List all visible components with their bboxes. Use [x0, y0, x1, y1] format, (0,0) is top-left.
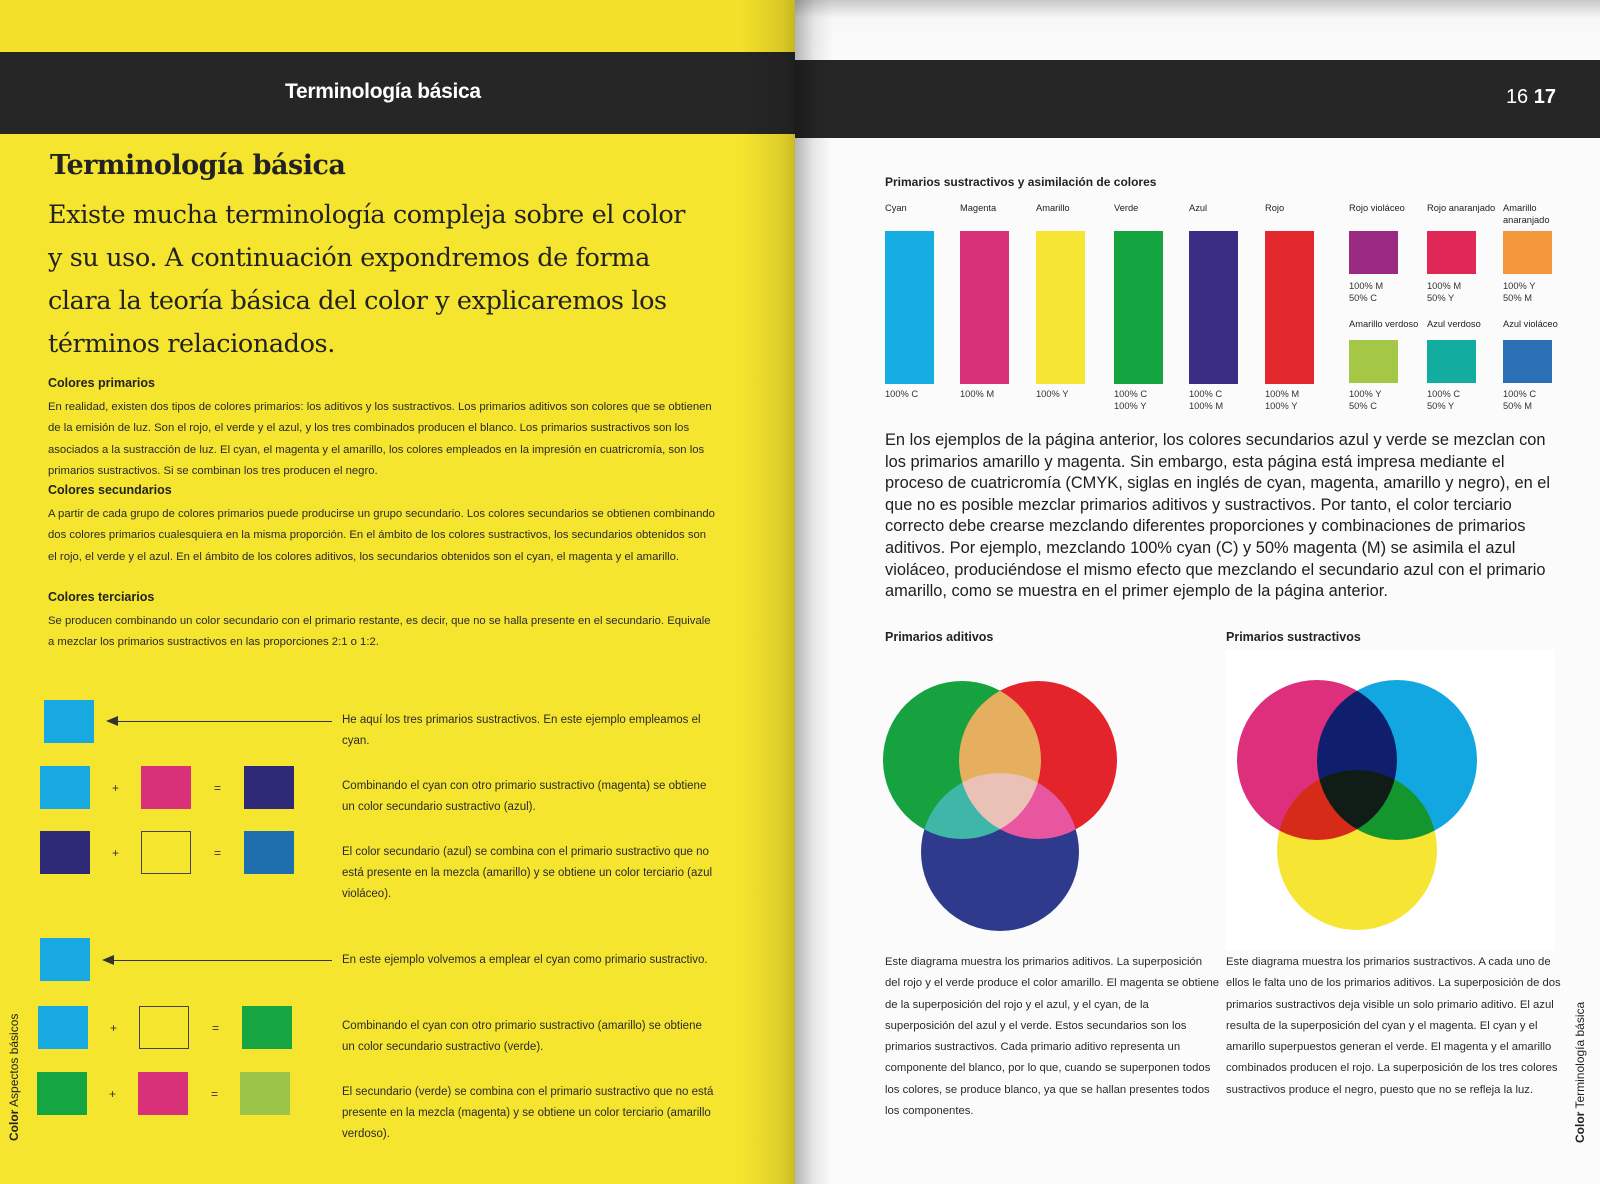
- swatch-value: 100% Y: [1349, 389, 1382, 399]
- section-title-primarios: Colores primarios: [48, 376, 155, 390]
- swatch-value: 100% M: [1265, 389, 1300, 399]
- swatch-label: Cyan: [885, 203, 907, 213]
- side-running-title: [1570, 1000, 1590, 1150]
- subtractive-diagram-title: Primarios sustractivos: [1226, 630, 1361, 644]
- yellow-circle: [1277, 770, 1437, 930]
- swatch-value: 50% Y: [1427, 293, 1455, 303]
- swatch-label: Magenta: [960, 203, 997, 213]
- swatch-value: 100% C: [1189, 389, 1223, 399]
- equals-sign: =: [214, 846, 222, 860]
- side-label-bold: Color: [7, 1109, 21, 1141]
- example-text: Combinando el cyan con otro primario sustractivo (magenta) se obtiene un color secundario sustractivo (azul).: [342, 780, 707, 813]
- color-swatch-bar: [960, 231, 1009, 384]
- swatch-cyan: [38, 1006, 88, 1049]
- arrow-line: [112, 721, 332, 722]
- swatch-value: 50% M: [1503, 401, 1532, 411]
- swatch-value: 100% C: [1427, 389, 1461, 399]
- section-body-primarios: En realidad, existen dos tipos de colores primarios: los aditivos y los sustractivos. Los primarios aditivos son colores que se obtienen de la emisión de luz. Son el rojo, el verde y el azul, y los tres combinados producen el blanco. Los primarios sustractivos son los asociados a la sustracción de luz. El cyan, el magenta y el amarillo, los colores empleados en la impresión en cuatricromía, son los primarios sustractivos. Si se combinan los tres producen el negro.: [48, 401, 712, 477]
- side-label: Aspectos básicos: [7, 1013, 21, 1107]
- page-numbers: [1506, 86, 1556, 109]
- example-text: En este ejemplo volvemos a emplear el cyan como primario sustractivo.: [342, 954, 708, 966]
- swatch-label: Rojo: [1265, 203, 1285, 213]
- example-text: El color secundario (azul) se combina con el primario sustractivo que no está presente en la mezcla (amarillo) y se obtiene un color terciario (azul violáceo).: [342, 846, 713, 900]
- swatch-cyan: [40, 938, 90, 981]
- equals-sign: =: [214, 781, 222, 795]
- swatch-value: 50% Y: [1427, 401, 1455, 411]
- color-swatch-bar: [885, 231, 934, 384]
- section-body-terciarios: Se producen combinando un color secundario con el primario restante, es decir, que no se halla presente en el secundario. Equivale a mezclar los primarios sustractivos en las proporciones 2:1 o 1:2.: [48, 615, 711, 649]
- left-page: [0, 0, 795, 1184]
- equals-sign: =: [211, 1087, 219, 1101]
- color-swatch-box: [1349, 340, 1398, 383]
- section-title-terciarios: Colores terciarios: [48, 590, 155, 604]
- section-body-secundarios: A partir de cada grupo de colores primarios puede producirse un grupo secundario. Los colores secundarios se obtienen combinando dos colores primarios cualesquiera en la misma proporción. En el ámbito de los colores sustractivos, los secundarios obtenidos son el rojo, el verde y el azul. En el ámbito de los colores aditivos, los secundarios obtenidos son el cyan, el magenta y el amarillo.: [48, 508, 715, 563]
- swatch-value: 100% M: [960, 389, 995, 399]
- swatch-label: Azul verdoso: [1427, 319, 1481, 329]
- page-number-left: 16: [1505, 86, 1529, 108]
- swatch-green: [37, 1072, 87, 1115]
- example-text: He aquí los tres primarios sustractivos. En este ejemplo empleamos el cyan.: [342, 714, 701, 747]
- color-swatch-box: [1349, 231, 1398, 274]
- swatch-value: 100% M: [1349, 281, 1384, 291]
- swatch-label: Verde: [1114, 203, 1139, 213]
- section-title-secundarios: Colores secundarios: [48, 483, 172, 497]
- intro-paragraph: Existe mucha terminología compleja sobre el color y su uso. A continuación expondremos de forma clara la teoría básica del color y explicaremos los términos relacionados.: [48, 200, 686, 359]
- example-text: Combinando el cyan con otro primario sustractivo (amarillo) se obtiene un color secundario sustractivo (verde).: [342, 1020, 702, 1053]
- swatch-value: 100% C: [1114, 389, 1148, 399]
- swatch-blue: [40, 831, 90, 874]
- swatch-label: Azul violáceo: [1503, 319, 1558, 329]
- color-swatch-bar: [1189, 231, 1238, 384]
- color-swatch-bar: [1036, 231, 1085, 384]
- color-swatch-box: [1427, 231, 1476, 274]
- color-swatch-bar: [1114, 231, 1163, 384]
- spine-shadow: [795, 0, 833, 1184]
- swatch-blue-violet: [244, 831, 294, 874]
- page-title: Terminología básica: [50, 150, 346, 181]
- swatch-label: Amarillo anaranjado: [1503, 203, 1550, 225]
- swatch-value: 100% Y: [1503, 281, 1536, 291]
- swatch-value: 100% Y: [1114, 401, 1147, 411]
- page-number-right: 17: [1533, 86, 1556, 108]
- color-swatch-box: [1503, 231, 1552, 274]
- swatch-value: 100% C: [1503, 389, 1537, 399]
- running-header-title: Terminología básica: [285, 80, 481, 103]
- arrow-line: [108, 960, 332, 961]
- swatch-label: Azul: [1189, 203, 1208, 213]
- swatch-value: 50% C: [1349, 293, 1377, 303]
- swatch-label: Amarillo verdoso: [1349, 319, 1419, 329]
- swatch-yellow-green: [240, 1072, 290, 1115]
- swatch-value: 50% C: [1349, 401, 1377, 411]
- swatch-value: 100% Y: [1036, 389, 1069, 399]
- left-header-bar: [0, 52, 795, 134]
- swatch-green: [242, 1006, 292, 1049]
- equals-sign: =: [212, 1021, 220, 1035]
- swatch-value: 50% M: [1503, 293, 1532, 303]
- swatch-cyan: [40, 766, 90, 809]
- example-text: El secundario (verde) se combina con el primario sustractivo que no está presente en la mezcla (magenta) y se obtiene un color terciario (amarillo verdoso).: [342, 1086, 714, 1140]
- color-swatch-box: [1427, 340, 1476, 383]
- plus-sign: +: [112, 781, 120, 795]
- additive-diagram-title: Primarios aditivos: [885, 630, 994, 644]
- subtractive-venn-diagram: [1225, 650, 1555, 950]
- subtractive-caption: Este diagrama muestra los primarios sustractivos. A cada uno de ellos le falta uno de los primarios aditivos. La superposición de dos primarios sustractivos deja visible un solo primario aditivo. El azul resulta de la superposición del cyan y el magenta. El cyan y el amarillo superpuestos generan el verde. El magenta y el amarillo combinados producen el rojo. La superposición de los tres colores sustractivos produce el negro, puesto que no se refleja la luz.: [1226, 956, 1561, 1096]
- swatch-value: 100% Y: [1265, 401, 1298, 411]
- swatch-cyan: [44, 700, 94, 743]
- swatch-value: 100% C: [885, 389, 919, 399]
- color-swatch-bar: [1265, 231, 1314, 384]
- side-running-title: [4, 1010, 24, 1150]
- spine-shadow: [740, 0, 795, 1184]
- additive-caption: Este diagrama muestra los primarios aditivos. La superposición del rojo y el verde produce el color amarillo. El magenta se obtiene de la superposición del rojo y el azul, y el cyan, de la superposición del azul y el verde. Estos secundarios son los primarios sustractivos. Cada primario aditivo representa un componente del blanco, por lo que, cuando se superponen todos los colores, se produce blanco, ya que se hallan presentes todos los componentes.: [885, 956, 1220, 1118]
- swatch-label: Rojo violáceo: [1349, 203, 1405, 213]
- body-paragraph: En los ejemplos de la página anterior, los colores secundarios azul y verde se mezclan con los primarios amarillo y magenta. Sin embargo, esta página está impresa mediante el proceso de cuatricromía (CMYK, siglas en inglés de cyan, magenta, amarillo y negro), en el que no es posible mezclar primarios aditivos y sustractivos. Por tanto, el color terciario correcto debe crearse mezclando diferentes proporciones y combinaciones de primarios aditivos. Por ejemplo, mezclando 100% cyan (C) y 50% magenta (M) se asimila el azul violáceo, produciéndose el mismo efecto que mezclando el secundario azul con el primario amarillo, como se muestra en el primer ejemplo de la página anterior.: [885, 431, 1551, 601]
- right-page: [795, 0, 1600, 1184]
- right-header-bar: [795, 60, 1600, 138]
- side-label-bold: Color: [1573, 1111, 1587, 1143]
- swatch-magenta: [141, 766, 191, 809]
- swatch-value: 100% M: [1427, 281, 1462, 291]
- swatch-chart-title: Primarios sustractivos y asimilación de colores: [885, 175, 1157, 189]
- blue-circle: [921, 773, 1079, 931]
- swatch-label: Amarillo: [1036, 203, 1070, 213]
- swatch-magenta: [138, 1072, 188, 1115]
- swatch-value: 100% M: [1189, 401, 1224, 411]
- swatch-blue: [244, 766, 294, 809]
- swatch-label: Rojo anaranjado: [1427, 203, 1496, 213]
- plus-sign: +: [109, 1087, 117, 1101]
- page-top-margin: [0, 0, 795, 52]
- swatch-yellow: [139, 1006, 189, 1049]
- side-label: Terminología básica: [1573, 1001, 1587, 1109]
- page-top-margin: [795, 0, 1600, 60]
- plus-sign: +: [112, 846, 120, 860]
- plus-sign: +: [110, 1021, 118, 1035]
- color-swatch-box: [1503, 340, 1552, 383]
- swatch-yellow: [141, 831, 191, 874]
- additive-venn-diagram: [880, 650, 1200, 950]
